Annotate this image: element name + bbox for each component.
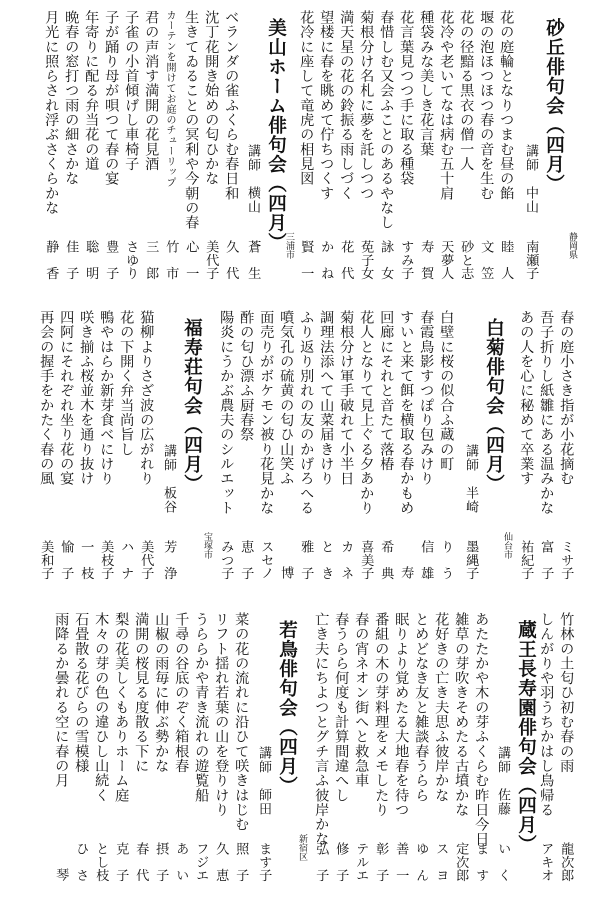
tier-bottom bbox=[4, 606, 596, 903]
author-name: 寿 bbox=[398, 566, 414, 580]
author-name: 静 香 bbox=[43, 240, 59, 280]
author-name: と き bbox=[318, 540, 334, 580]
author-name: 定次郎 bbox=[453, 842, 469, 882]
haiku-line: ふり返り別れの友のかげろへる bbox=[298, 310, 315, 516]
author-name: ス ヨ bbox=[433, 842, 449, 882]
author-name: 照 子 bbox=[233, 842, 249, 882]
haiku-line: 雑草の芽吹きそめたる古墳かな bbox=[453, 612, 470, 818]
author-name: 雅 子 bbox=[298, 540, 314, 580]
haiku-line: 花冷に座して竜虎の相見図 bbox=[298, 10, 315, 186]
haiku-line: 番組の木の芽料理をメモしたり bbox=[373, 612, 390, 818]
haiku-line: リフト揺れ若葉の山を登りけり bbox=[213, 612, 230, 818]
teacher-label: 講師 板谷 bbox=[161, 444, 176, 514]
haiku-line: 木々の芽の色の違ひし山続く bbox=[93, 612, 110, 803]
haiku-line: 生きてゐることの冥利や今朝の春 bbox=[183, 10, 200, 230]
tier-top bbox=[4, 4, 596, 300]
haiku-line: 君の声消す満開の花見酒 bbox=[143, 10, 160, 172]
author-name: ハ ナ bbox=[118, 540, 134, 580]
author-name: 久 恵 bbox=[213, 842, 229, 882]
group-title: 白菊俳句会（四月） bbox=[483, 318, 505, 494]
haiku-line: 種袋みな美しき花言葉 bbox=[418, 10, 435, 157]
author-name: 文 笠 bbox=[478, 240, 494, 280]
haiku-line: 子が踊り母が唄つて春の宴 bbox=[103, 10, 120, 186]
teacher-label: 講師 中山 bbox=[523, 144, 538, 214]
author-name: 美代子 bbox=[203, 240, 219, 280]
location-label: 三浦市 bbox=[284, 232, 294, 259]
author-name: あ い bbox=[173, 842, 189, 882]
location-label: 新宿区 bbox=[297, 834, 307, 861]
haiku-line: 花言葉見つつ手に取る種袋 bbox=[398, 10, 415, 186]
author-name: 賢 一 bbox=[298, 240, 314, 280]
haiku-line: 再会の握手をかたく春の風 bbox=[38, 310, 55, 486]
author-name: 一 枝 bbox=[78, 540, 94, 580]
author-name: テルエ bbox=[353, 842, 369, 882]
group-title: 美山ホーム俳句会（四月） bbox=[265, 18, 287, 252]
author-name: 天夢人 bbox=[438, 240, 454, 280]
author-name: ひ さ bbox=[73, 842, 89, 882]
haiku-line: 花人となりて見上ぐる夕あかり bbox=[358, 310, 375, 516]
haiku-line: 花の下開く弁当尚旨し bbox=[118, 310, 135, 457]
haiku-line: とめどなき友と雑談春うらら bbox=[413, 612, 430, 803]
group-title: 砂丘俳句会（四月） bbox=[543, 18, 565, 194]
author-name: ミサ子 bbox=[558, 540, 574, 580]
haiku-line: 春霞鳥影すつぽり包みけり bbox=[418, 310, 435, 486]
author-name: 弘 子 bbox=[313, 842, 329, 882]
haiku-line: 石畳散る花びらの雪模様 bbox=[73, 612, 90, 774]
group-title: 若鳥俳句会（四月） bbox=[276, 620, 298, 796]
author-name: ます子 bbox=[256, 842, 272, 882]
author-name: か ね bbox=[318, 240, 334, 280]
author-name: 墨縄子 bbox=[463, 540, 479, 580]
teacher-label: 講師 佐藤 bbox=[495, 746, 510, 816]
haiku-line: 春の宵ネオン街へと救急車 bbox=[353, 612, 370, 788]
author-name: 豊 子 bbox=[103, 240, 119, 280]
haiku-line: 晩春の窓打つ雨の細さかな bbox=[63, 10, 80, 186]
author-name: 博 bbox=[278, 566, 294, 580]
author-name: 砂と志 bbox=[458, 240, 474, 280]
haiku-line: 春の庭小さき指が小花摘む bbox=[558, 310, 575, 486]
author-name: みつ子 bbox=[218, 540, 234, 580]
haiku-line: 堰の泡ほつほつ春の音を生む bbox=[478, 10, 495, 201]
haiku-line: 眠りより覚めたる大地春を待つ bbox=[393, 612, 410, 818]
haiku-line: 雨降るか曇れる空に春の月 bbox=[53, 612, 70, 788]
haiku-line: 山椒の雨毎に伸ぶ勢かな bbox=[153, 612, 170, 774]
author-name: 美代子 bbox=[138, 540, 154, 580]
author-name: ゆ ん bbox=[413, 842, 429, 882]
haiku-line: 噴気孔の硫黄の匂ひ山笑ふ bbox=[278, 310, 295, 486]
author-name: 佳 子 bbox=[63, 240, 79, 280]
group-title: 福寿荘句会（四月） bbox=[181, 318, 203, 494]
haiku-line: ベランダの雀ふくらむ春日和 bbox=[223, 10, 240, 201]
haiku-line: 回廊にそれと音たて落椿 bbox=[378, 310, 395, 472]
haiku-line: 酢の匂ひ漂ふ厨春祭 bbox=[238, 310, 255, 442]
haiku-line: 梨の花美しくもありホーム庭 bbox=[113, 612, 130, 803]
haiku-line: 月光に照らされ浮ぶさくらかな bbox=[43, 10, 60, 216]
author-name: り う bbox=[438, 540, 454, 580]
haiku-line: 花好きの亡き夫思ふ彼岸かな bbox=[433, 612, 450, 803]
haiku-line: うららかや青き流れの遊覧船 bbox=[193, 612, 210, 803]
author-name: 富 子 bbox=[538, 540, 554, 580]
haiku-line: 吾子折りし紙雛にある温みかな bbox=[538, 310, 555, 516]
haiku-line: 亡き夫にちよつとグチ言ふ彼岸かな bbox=[313, 612, 330, 847]
haiku-line: 白壁に桜の似合ふ蔵の町 bbox=[438, 310, 455, 472]
author-name: 喜美子 bbox=[358, 540, 374, 580]
teacher-label: 講師 師田 bbox=[256, 746, 271, 816]
haiku-line: カーテンを開けてお庭のチューリップ bbox=[164, 10, 175, 188]
author-name: フジエ bbox=[193, 842, 209, 882]
haiku-line: あたたかや木の芽ふくらむ昨日今日 bbox=[473, 612, 490, 847]
teacher-label: 講師 半崎 bbox=[463, 444, 478, 514]
author-name: ま す bbox=[473, 842, 489, 882]
haiku-line: すいと来て餌を横取る春かもめ bbox=[398, 310, 415, 516]
location-label: 宝塚市 bbox=[202, 532, 212, 559]
author-name: とし枝 bbox=[93, 842, 109, 882]
author-name: 寿 賀 bbox=[418, 240, 434, 280]
author-name: 春 代 bbox=[133, 842, 149, 882]
location-label: 仙台市 bbox=[502, 532, 512, 559]
haiku-line: 年寄りに配る弁当花の道 bbox=[83, 10, 100, 172]
haiku-line: しんがりや羽うちかはし鳥帰る bbox=[538, 612, 555, 818]
author-name: 祐紀子 bbox=[518, 540, 534, 580]
author-name: 善 一 bbox=[393, 842, 409, 882]
author-name: 久 代 bbox=[223, 240, 239, 280]
haiku-line: 千尋の谷底のぞく箱根春 bbox=[173, 612, 190, 774]
haiku-line: 満天星の花の鈴振る雨しづく bbox=[338, 10, 355, 201]
haiku-line: 四阿にそれぞれ坐り花の宴 bbox=[58, 310, 75, 486]
haiku-line: あの人を心に秘めて卒業す bbox=[518, 310, 535, 486]
haiku-line: 望楼に春を眺めて佇ちつくす bbox=[318, 10, 335, 201]
group-title: 蔵王長寿園俳句会（四月） bbox=[515, 620, 537, 854]
author-name: 恵 子 bbox=[238, 540, 254, 580]
author-name: 詠 女 bbox=[378, 240, 394, 280]
author-name: 心 一 bbox=[183, 240, 199, 280]
author-name: 修 子 bbox=[333, 842, 349, 882]
author-name: 美枝子 bbox=[98, 540, 114, 580]
author-name: カ ネ bbox=[338, 540, 354, 580]
haiku-line: 咲き揃ふ桜並木を通り抜け bbox=[78, 310, 95, 486]
haiku-line: 春惜しむ又会ふことのあるやなし bbox=[378, 10, 395, 230]
author-name: 龍次郎 bbox=[558, 842, 574, 882]
author-name: 聡 明 bbox=[83, 240, 99, 280]
tier-middle bbox=[4, 304, 596, 600]
author-name: 莬子女 bbox=[358, 240, 374, 280]
author-name: 蒼 生 bbox=[245, 240, 261, 280]
haiku-line: 陽炎にうかぶ農夫のシルエット bbox=[218, 310, 235, 516]
author-name: 摂 子 bbox=[153, 842, 169, 882]
haiku-line: 猫柳よりさざ波の広がれり bbox=[138, 310, 155, 486]
haiku-line: 菊根分け軍手破れて小半日 bbox=[338, 310, 355, 486]
author-name: 愉 子 bbox=[58, 540, 74, 580]
haiku-line: 花の庭輪となりつまむ昼の餡 bbox=[498, 10, 515, 201]
haiku-line: 花冷や老いてなは病む五十肩 bbox=[438, 10, 455, 201]
author-name: すみ子 bbox=[398, 240, 414, 280]
author-name: 花 代 bbox=[338, 240, 354, 280]
author-name: 美和子 bbox=[38, 540, 54, 580]
author-name: 三 郎 bbox=[143, 240, 159, 280]
author-name: 彰 子 bbox=[373, 842, 389, 882]
location-label: 静岡県 bbox=[567, 232, 577, 259]
haiku-line: 花の径黯る黒衣の僧一人 bbox=[458, 10, 475, 172]
author-name: 芳 浄 bbox=[161, 540, 177, 580]
author-name: い く bbox=[495, 842, 511, 882]
haiku-line: 調理法添へて山菜届きけり bbox=[318, 310, 335, 486]
author-name: 睦 人 bbox=[498, 240, 514, 280]
author-name: 南瀬子 bbox=[523, 240, 539, 280]
author-name: 竹 市 bbox=[163, 240, 179, 280]
haiku-line: 竹林の土匂ひ初む春の雨 bbox=[558, 612, 575, 774]
haiku-line: 満開の桜見る度散る下に bbox=[133, 612, 150, 774]
author-name: さゆり bbox=[123, 240, 139, 280]
teacher-label: 講師 横山 bbox=[245, 144, 260, 214]
haiku-line: 菜の花の流れに沿ひて咲きはじむ bbox=[233, 612, 250, 832]
author-name: 希 典 bbox=[378, 540, 394, 580]
author-name: 信 雄 bbox=[418, 540, 434, 580]
haiku-line: 春うらら何度も計算間違へし bbox=[333, 612, 350, 803]
haiku-line: 面売りがボケモン被り花見かな bbox=[258, 310, 275, 516]
haiku-line: 鴨やはらか新芽食べにけり bbox=[98, 310, 115, 486]
haiku-line: 子雀の小首傾げし車椅子 bbox=[123, 10, 140, 172]
author-name: スセノ bbox=[258, 540, 274, 580]
author-name: アキオ bbox=[538, 842, 554, 882]
author-name: 克 子 bbox=[113, 842, 129, 882]
haiku-line: 沈丁花開き始めの匂ひかな bbox=[203, 10, 220, 186]
haiku-line: 菊根分け名札に夢を託しつつ bbox=[358, 10, 375, 201]
author-name: 琴 bbox=[53, 868, 69, 882]
